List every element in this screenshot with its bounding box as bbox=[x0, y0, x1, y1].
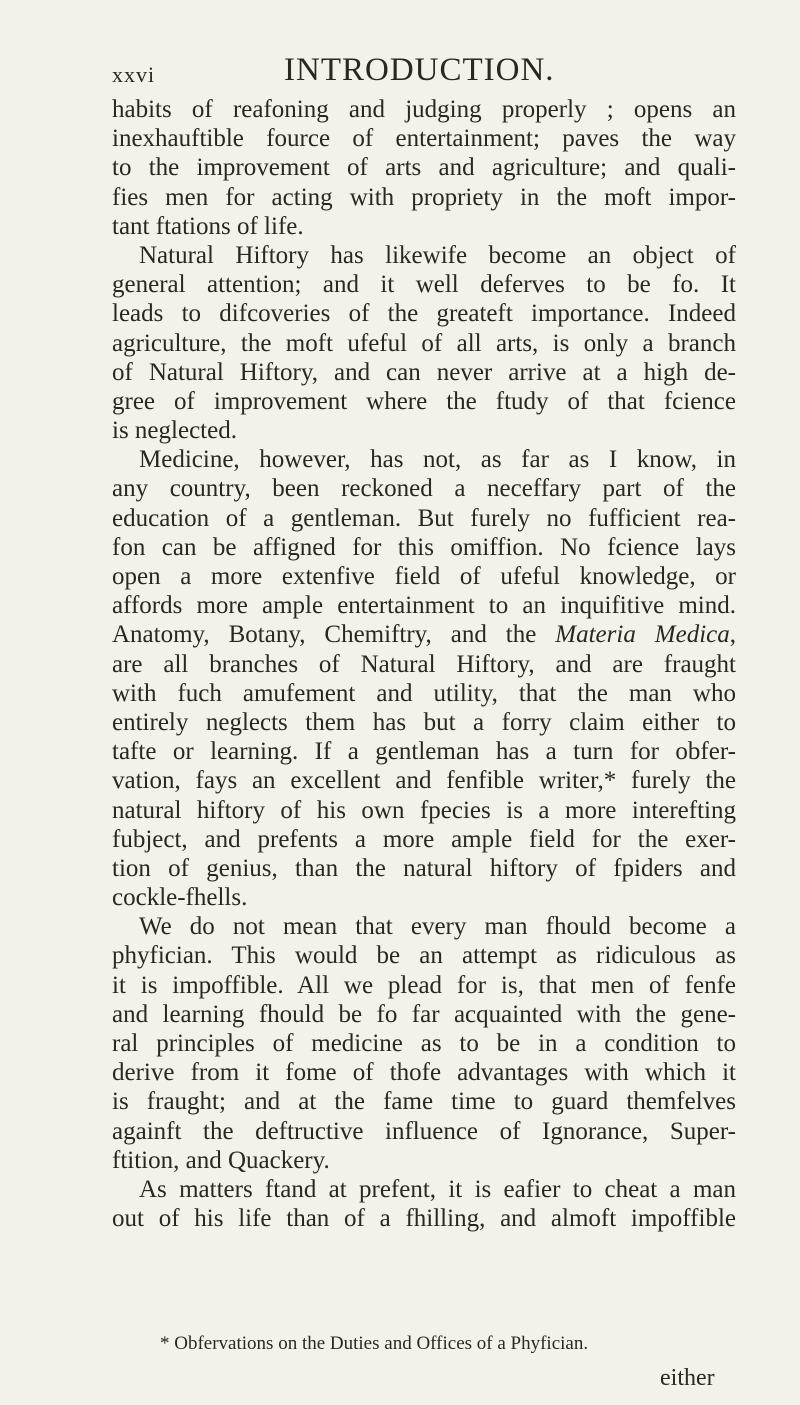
text-line-content: Natural Hiftory has likewife become an object of bbox=[139, 241, 736, 269]
text-line bbox=[112, 212, 736, 241]
text-line-content: tafte or learning. If a gentleman has a turn for obfer- bbox=[112, 738, 736, 766]
text-line-content: fon can be affigned for this omiffion. No fcience lays bbox=[112, 533, 736, 561]
italic-term: Materia Medica bbox=[555, 621, 730, 649]
text-line-content: out of his life than of a fhilling, and almoft impoffible bbox=[112, 1205, 736, 1233]
text-line-content: fubject, and prefents a more ample field for the exer- bbox=[112, 825, 736, 853]
text-line-content: it is impoffible. All we plead for is, that men of fenfe bbox=[112, 971, 736, 999]
text-line-content: leads to difcoveries of the greateft importance. Indeed bbox=[112, 300, 736, 328]
text-line-content: entirely neglects them has but a forry claim either to bbox=[112, 708, 736, 736]
text-line bbox=[112, 1000, 736, 1029]
text-line-content: general attention; and it well deferves to be fo. It bbox=[112, 271, 736, 299]
text-line bbox=[112, 387, 736, 416]
text-line bbox=[112, 766, 736, 795]
text-line bbox=[112, 533, 736, 562]
catchword: either bbox=[660, 1365, 715, 1391]
text-line bbox=[112, 737, 736, 766]
punctuation: , bbox=[729, 621, 736, 649]
body-text bbox=[112, 95, 736, 1233]
text-line bbox=[112, 883, 736, 912]
text-line bbox=[112, 854, 736, 883]
text-line-content: cockle-fhells. bbox=[112, 884, 248, 912]
text-line-content: open a more extenfive field of ufeful knowledge, or bbox=[112, 563, 736, 590]
text-line bbox=[112, 241, 736, 270]
running-head bbox=[112, 52, 736, 92]
text-line bbox=[112, 474, 736, 503]
text-line-content: againft the deftructive influence of Ignorance, Super- bbox=[112, 1117, 736, 1145]
text-line bbox=[112, 708, 736, 737]
text-line-content: and learning fhould be fo far acquainted with the gene- bbox=[112, 1000, 736, 1028]
text-line bbox=[112, 591, 736, 620]
text-line bbox=[112, 504, 736, 533]
text-line bbox=[112, 183, 736, 212]
text-line-content: natural hiftory of his own fpecies is a more interefting bbox=[112, 796, 736, 824]
text-line-content: ftition, and Quackery. bbox=[112, 1146, 330, 1174]
text-line bbox=[112, 1146, 736, 1175]
text-line-content: inexhauftible fource of entertainment; paves the way bbox=[112, 125, 736, 153]
text-line bbox=[112, 1087, 736, 1116]
text-line-content: agriculture, the moft ufeful of all arts, is only a branch bbox=[112, 329, 736, 357]
text-line bbox=[112, 95, 736, 124]
text-line-content: fies men for acting with propriety in the moft impor- bbox=[112, 183, 736, 211]
text-line bbox=[112, 124, 736, 153]
text-line bbox=[112, 941, 736, 970]
text-line bbox=[112, 445, 736, 474]
text-line-content: As matters ftand at prefent, it is eafier to cheat a man bbox=[139, 1175, 736, 1203]
text-line bbox=[112, 299, 736, 328]
text-line-content: any country, been reckoned a neceffary part of the bbox=[112, 475, 736, 503]
text-line-content: We do not mean that every man fhould become a bbox=[139, 913, 736, 941]
text-line bbox=[112, 796, 736, 825]
text-line-content: to the improvement of arts and agriculture; and quali- bbox=[112, 154, 736, 182]
text-line bbox=[112, 562, 736, 591]
text-line bbox=[112, 912, 736, 941]
text-line bbox=[112, 1175, 736, 1204]
text-line bbox=[112, 358, 736, 387]
text-line-content: phyfician. This would be an attempt as ridiculous as bbox=[112, 942, 736, 970]
text-line-content: is fraught; and at the fame time to guard themfelves bbox=[112, 1088, 736, 1116]
text-line-content: ral principles of medicine as to be in a condition to bbox=[112, 1030, 736, 1057]
text-line bbox=[112, 153, 736, 182]
text-line bbox=[112, 825, 736, 854]
text-line-content: affords more ample entertainment to an inquifitive mind. bbox=[112, 592, 736, 620]
page-number: xxvi bbox=[112, 62, 156, 87]
text-line bbox=[112, 1204, 736, 1233]
text-line bbox=[112, 1029, 736, 1058]
text-line bbox=[112, 650, 736, 679]
running-title: INTRODUCTION. bbox=[284, 52, 555, 88]
footnote: * Obfervations on the Duties and Offices of a Phyfician. bbox=[160, 1333, 589, 1354]
text-line-content: education of a gentleman. But furely no fufficient rea- bbox=[112, 504, 736, 532]
text-line bbox=[112, 1117, 736, 1146]
text-line-content: tant ftations of life. bbox=[112, 212, 304, 240]
text-line bbox=[112, 971, 736, 1000]
text-line-content: Anatomy, Botany, Chemiftry, and the bbox=[112, 621, 556, 649]
text-line-content: with fuch amufement and utility, that the man who bbox=[112, 679, 736, 707]
text-line-content: Medicine, however, has not, as far as I know, in bbox=[139, 446, 736, 474]
text-line bbox=[112, 679, 736, 708]
text-line-content: is neglected. bbox=[112, 417, 237, 445]
text-line-content: vation, fays an excellent and fenfible writer,* furely the bbox=[112, 767, 736, 795]
text-line-content: gree of improvement where the ftudy of that fcience bbox=[112, 387, 736, 415]
text-line-content: of Natural Hiftory, and can never arrive at a high de- bbox=[112, 358, 736, 386]
text-line bbox=[112, 620, 736, 649]
text-line-content: habits of reafoning and judging properly ; opens an bbox=[112, 96, 736, 123]
text-line-content: are all branches of Natural Hiftory, and are fraught bbox=[112, 650, 736, 678]
text-line bbox=[112, 416, 736, 445]
text-line bbox=[112, 270, 736, 299]
text-line-content: derive from it fome of thofe advantages with which it bbox=[112, 1059, 736, 1087]
text-line bbox=[112, 329, 736, 358]
text-line-content: tion of genius, than the natural hiftory of fpiders and bbox=[112, 854, 736, 882]
text-line bbox=[112, 1058, 736, 1087]
